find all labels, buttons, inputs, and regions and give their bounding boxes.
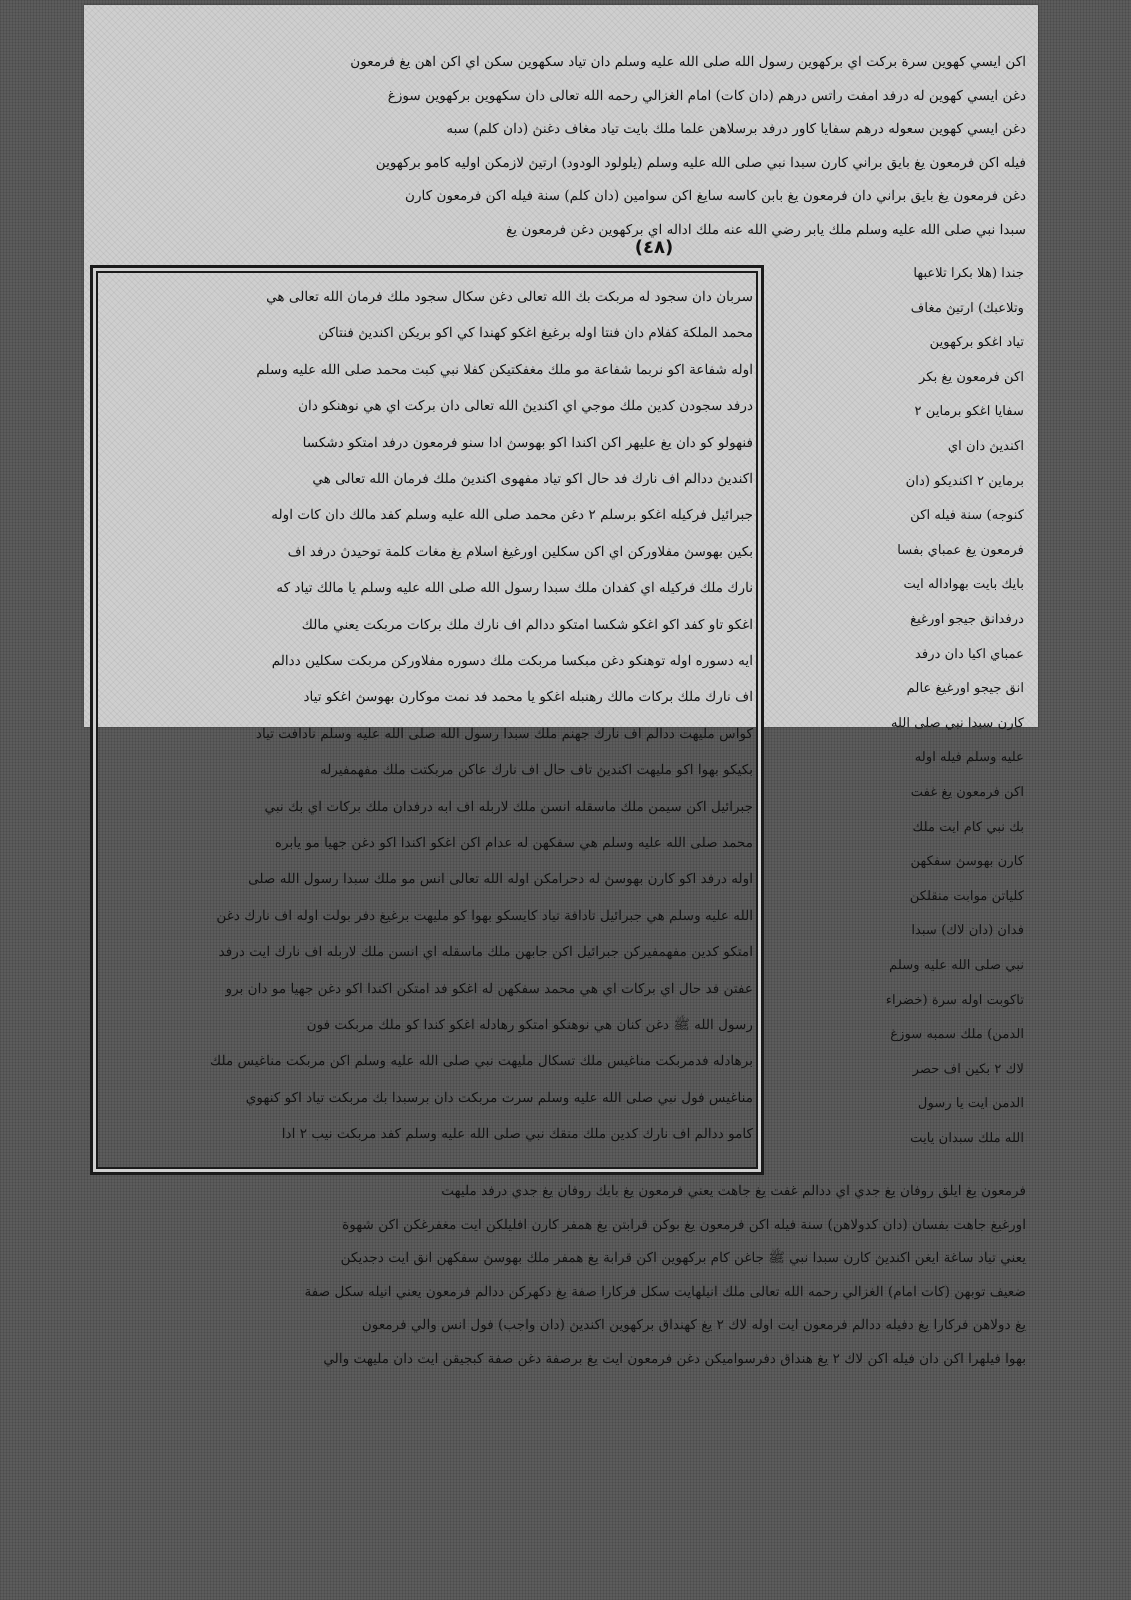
boxed-text-line: جبرائيل فركيله اغكو برسلم ٢ دغن محمد صلى الله عليه وسلم كفد مالك دان كات اوله xyxy=(271,507,753,524)
boxed-text-line: درفد سجودن كدين ملك موجي اي اكنديڽ الله تعالى دان بركت اي هي نوهنكو دان xyxy=(298,398,753,415)
boxed-text-line: كواس مليهت ددالم اف نارك جهنم ملك سبدا رسول الله صلى الله عليه وسلم نادافت تياد xyxy=(255,725,753,742)
side-text-line: كارن سبدا نبي صلى الله xyxy=(890,715,1024,731)
side-text-line: جندا (هلا بكرا تلاعبها xyxy=(913,266,1024,281)
text-line: سبدا نبي صلى الله عليه وسلم ملك يابر رضي الله عنه ملك اداله اي بركهوين دغن فرمعون يغ xyxy=(506,221,1026,238)
side-text-line: فدان (دان لاك) سبدا xyxy=(911,923,1024,939)
side-text-line: كنوجه) سنة فيله اكن xyxy=(910,508,1024,524)
side-text-line: تياد اغكو بركهوين xyxy=(929,335,1024,351)
side-text-line: اكن فرمعون يغ بكر xyxy=(919,369,1024,385)
boxed-text-line: جبرائيل اكن سيمن ملك ماسقله انسن ملك لاربله اف ابه درفدان ملك بركات اي بك نبي xyxy=(264,798,753,815)
boxed-text-line: ايه دسوره اوله توهنكو دغن مبكسا مربكت ملك دسوره مفلاوركن مربكت سكلين ددالم xyxy=(271,653,753,669)
side-text-line: درفدانق جيجو اورغيغ xyxy=(910,612,1024,627)
text-line: دغن ايسي كهوين سعوله درهم سفايا كاور درفد برسلاهن علما ملك بايت تياد مغاف دغنڽ (دان كلم) سبه xyxy=(446,121,1026,137)
book-page xyxy=(84,5,1038,1367)
boxed-text-line: نارك ملك فركيله اي كفدان ملك سبدا رسول الله صلى الله عليه وسلم يا مالك تياد كه xyxy=(276,580,753,597)
side-text-line: الدمن) ملك سمبه سوزغ xyxy=(890,1027,1024,1043)
boxed-text-line: عفتن فد حال اي بركات اي هي محمد سفكهن له اغكو فد امتكن اكندا اكو دغن جهيا مو دان برو xyxy=(225,980,753,997)
boxed-text-line: اوله درفد اكو كارن بهوسڽ له دحرامكن اوله الله تعالى انس مو ملك سبدا رسول الله صلى xyxy=(248,871,753,888)
side-text-line: تاكوبت اوله سرة (خضراء xyxy=(885,992,1024,1008)
boxed-text-line: اكنديڽ ددالم اف نارك فد حال اكو تياد مفهوى اكنديڽ ملك فرمان الله تعالى هي xyxy=(312,471,753,487)
text-line: اورغيغ جاهت بفسان (دان كدولاهن) سنة فيله اكن فرمعون يغ بوكن قرابتن يغ همفر كارن افليلكن ايت مغفرغكن اكن شهوة xyxy=(342,1216,1026,1233)
side-text-line: لاك ٢ بكين اف حصر xyxy=(912,1061,1024,1077)
text-line: فرمعون يغ ايلق روفان يغ جدي اي ددالم غفت يغ جاهت يعني فرمعون يغ بايك روفان يغ جدي درفد مليهت xyxy=(441,1183,1026,1199)
boxed-text-line: رسول الله ﷺ دغن كنان هي نوهنكو امتكو رهادله اغكو كندا كو ملك مربكت فون xyxy=(306,1017,753,1033)
side-text-line: بايك بايت بهواداله ايت xyxy=(903,577,1024,593)
boxed-text-line: اف نارك ملك بركات مالك رهنبله اغكو يا محمد فد نمت موكارن بهوسڽ اغكو تياد xyxy=(303,689,753,706)
boxed-text xyxy=(93,268,761,1172)
boxed-text-line: اوله شفاعة اكو نربما شفاعة مو ملك مغفكتيكن كفلا نبي كبت محمد صلى الله عليه وسلم xyxy=(256,361,753,378)
boxed-text-line: محمد الملكة كفلام دان فنتا اوله برغيغ اغكو كهندا كي اكو بريكن اكنديڽ فنتاكن xyxy=(318,325,753,342)
side-text-line: برماين ٢ اكنديكو (دان xyxy=(905,473,1024,489)
text-line: دغن فرمعون يغ بايق براني دان فرمعون يغ بابن كاسه سايغ اكن سوامين (دان كلم) سنة فيله اكن فرمعون كارن xyxy=(405,188,1026,204)
side-text-line: سفايا اغكو برماين ٢ xyxy=(914,404,1024,420)
text-line: دغن ايسي كهوين له درفد امفت راتس درهم (دان كات) امام الغزالي رحمه الله تعالى دان سكهوين بركهوين سوزغ xyxy=(387,87,1026,104)
side-text-line: نبي صلى الله عليه وسلم xyxy=(889,958,1024,973)
text-line: اكن ايسي كهوين سرة بركت اي بركهوين رسول الله صلى الله عليه وسلم دان تياد سكهوين سكن اي اكن اهن يغ فرمعون xyxy=(350,54,1026,70)
text-line: يعني تياد ساغة ايغن اكنديڽ كارن سبدا نبي ﷺ جاغن كام بركهوين اكن قرابة يغ همفر ملك بهوسڽ سفكهن انق ايت دجديكن xyxy=(340,1250,1026,1266)
boxed-text-line: الله عليه وسلم هي جبرائيل تادافة تياد كايسكو بهوا كو مليهت برغيغ دفر بولت اوله اف نارك دغن xyxy=(216,907,753,924)
boxed-text-line: بكيكو بهوا اكو مليهت اكنديڽ تاف حال اف نارك عاكن مربكتت ملك مفهمفيرله xyxy=(319,762,753,779)
boxed-text-line: كامو ددالم اف نارك كدين ملك منقك نبي صلى الله عليه وسلم كفد مربكت نيب ٢ ادا xyxy=(281,1126,753,1143)
text-line: بهوا فيلهرا اكن دان فيله اكن لاك ٢ يغ هنداق دفرسواميكن دغن فرمعون ايت يغ برصفة دغن صفة كبجيقن ايت دان مليهت والي xyxy=(323,1350,1026,1367)
boxed-text-line: اغكو تاو كفد اكو اغكو شكسا امتكو ددالم اف نارك ملك بركات مربكت يعني مالك xyxy=(301,616,753,633)
side-text-line: بك نبي كام ايت ملك xyxy=(912,819,1024,835)
boxed-text-line: فنهولو كو دان يغ عليهر اكن اكندا اكو بهوسڽ ادا سنو فرمعون درفد امتكو دشكسا xyxy=(302,434,753,451)
page-number: (٤٨) xyxy=(634,237,674,258)
side-text-line: كلياتن موابت منقلكن xyxy=(909,888,1024,904)
boxed-text-line: امتكو كدين مفهمفيركن جبرائيل اكن جابهن ملك ماسقله اي انسن ملك لاربله اف نارك ايت درفد xyxy=(218,944,753,961)
side-text-line: اكن فرمعون يغ غفت xyxy=(910,785,1024,800)
text-line: ضعيف توبهن (كات امام) الغزالي رحمه الله تعالى ملك انيلهايت سكل فركارا صفة يغ دكهركن ددالم فرمعون يعني انيله سكل صفة xyxy=(304,1283,1026,1300)
text-line: يغ دولاهن فركارا يغ دفيله ددالم فرمعون ايت اوله لاك ٢ يغ كهنداق بركهوين اكنديڽ (دان واجب) فول انس والي فرمعون xyxy=(361,1317,1026,1333)
side-text-line: عليه وسلم فيله اوله xyxy=(914,750,1024,766)
side-text-line: فرمعون يغ عمباي بفسا xyxy=(897,542,1024,558)
side-text-line: كارن بهوسڽ سفكهن xyxy=(910,854,1024,870)
boxed-text-line: سربان دان سجود له مربكت بك الله تعالى دغن سكال سجود ملك فرمان الله تعالى هي xyxy=(266,289,753,305)
text-line: فيله اكن فرمعون يغ بايق براني كارن سبدا نبي صلى الله عليه وسلم (يلولود الودود) ارتيڽ لازمكن اوليه كامو بركهوين xyxy=(375,154,1026,171)
boxed-text-line: محمد صلى الله عليه وسلم هي سفكهن له عدام اكن اغكو اكندا اكو دغن جهيا مو يابره xyxy=(274,835,753,851)
side-text-line: وتلاعبك) ارتيڽ مغاف xyxy=(910,300,1024,316)
side-text-line: الله ملك سبدان يايت xyxy=(910,1131,1024,1146)
boxed-passage xyxy=(90,265,764,1175)
side-text-line: الدمن ايت يا رسول xyxy=(917,1096,1024,1112)
boxed-text-line: برهادله فدمربكت مناغيس ملك تسكال مليهت نبي صلى الله عليه وسلم اكن مربكت مناغيس ملك xyxy=(210,1053,753,1070)
side-text-line: عمباي اكيا دان درفد xyxy=(914,646,1024,662)
boxed-text-line: بكين بهوسڽ مفلاوركن اي اكن سكلين اورغيغ اسلام يغ مغات كلمة توحيدڽ درفد اف xyxy=(287,543,753,560)
side-text-line: انق جيجو اورغيغ عالم xyxy=(906,681,1024,697)
boxed-text-line: مناغيس فول نبي صلى الله عليه وسلم سرت مربكت دان برسبدا بك مربكت تياد اكو كنهوي xyxy=(245,1089,753,1106)
side-text-line: اكنديڽ دان اي xyxy=(947,439,1024,454)
